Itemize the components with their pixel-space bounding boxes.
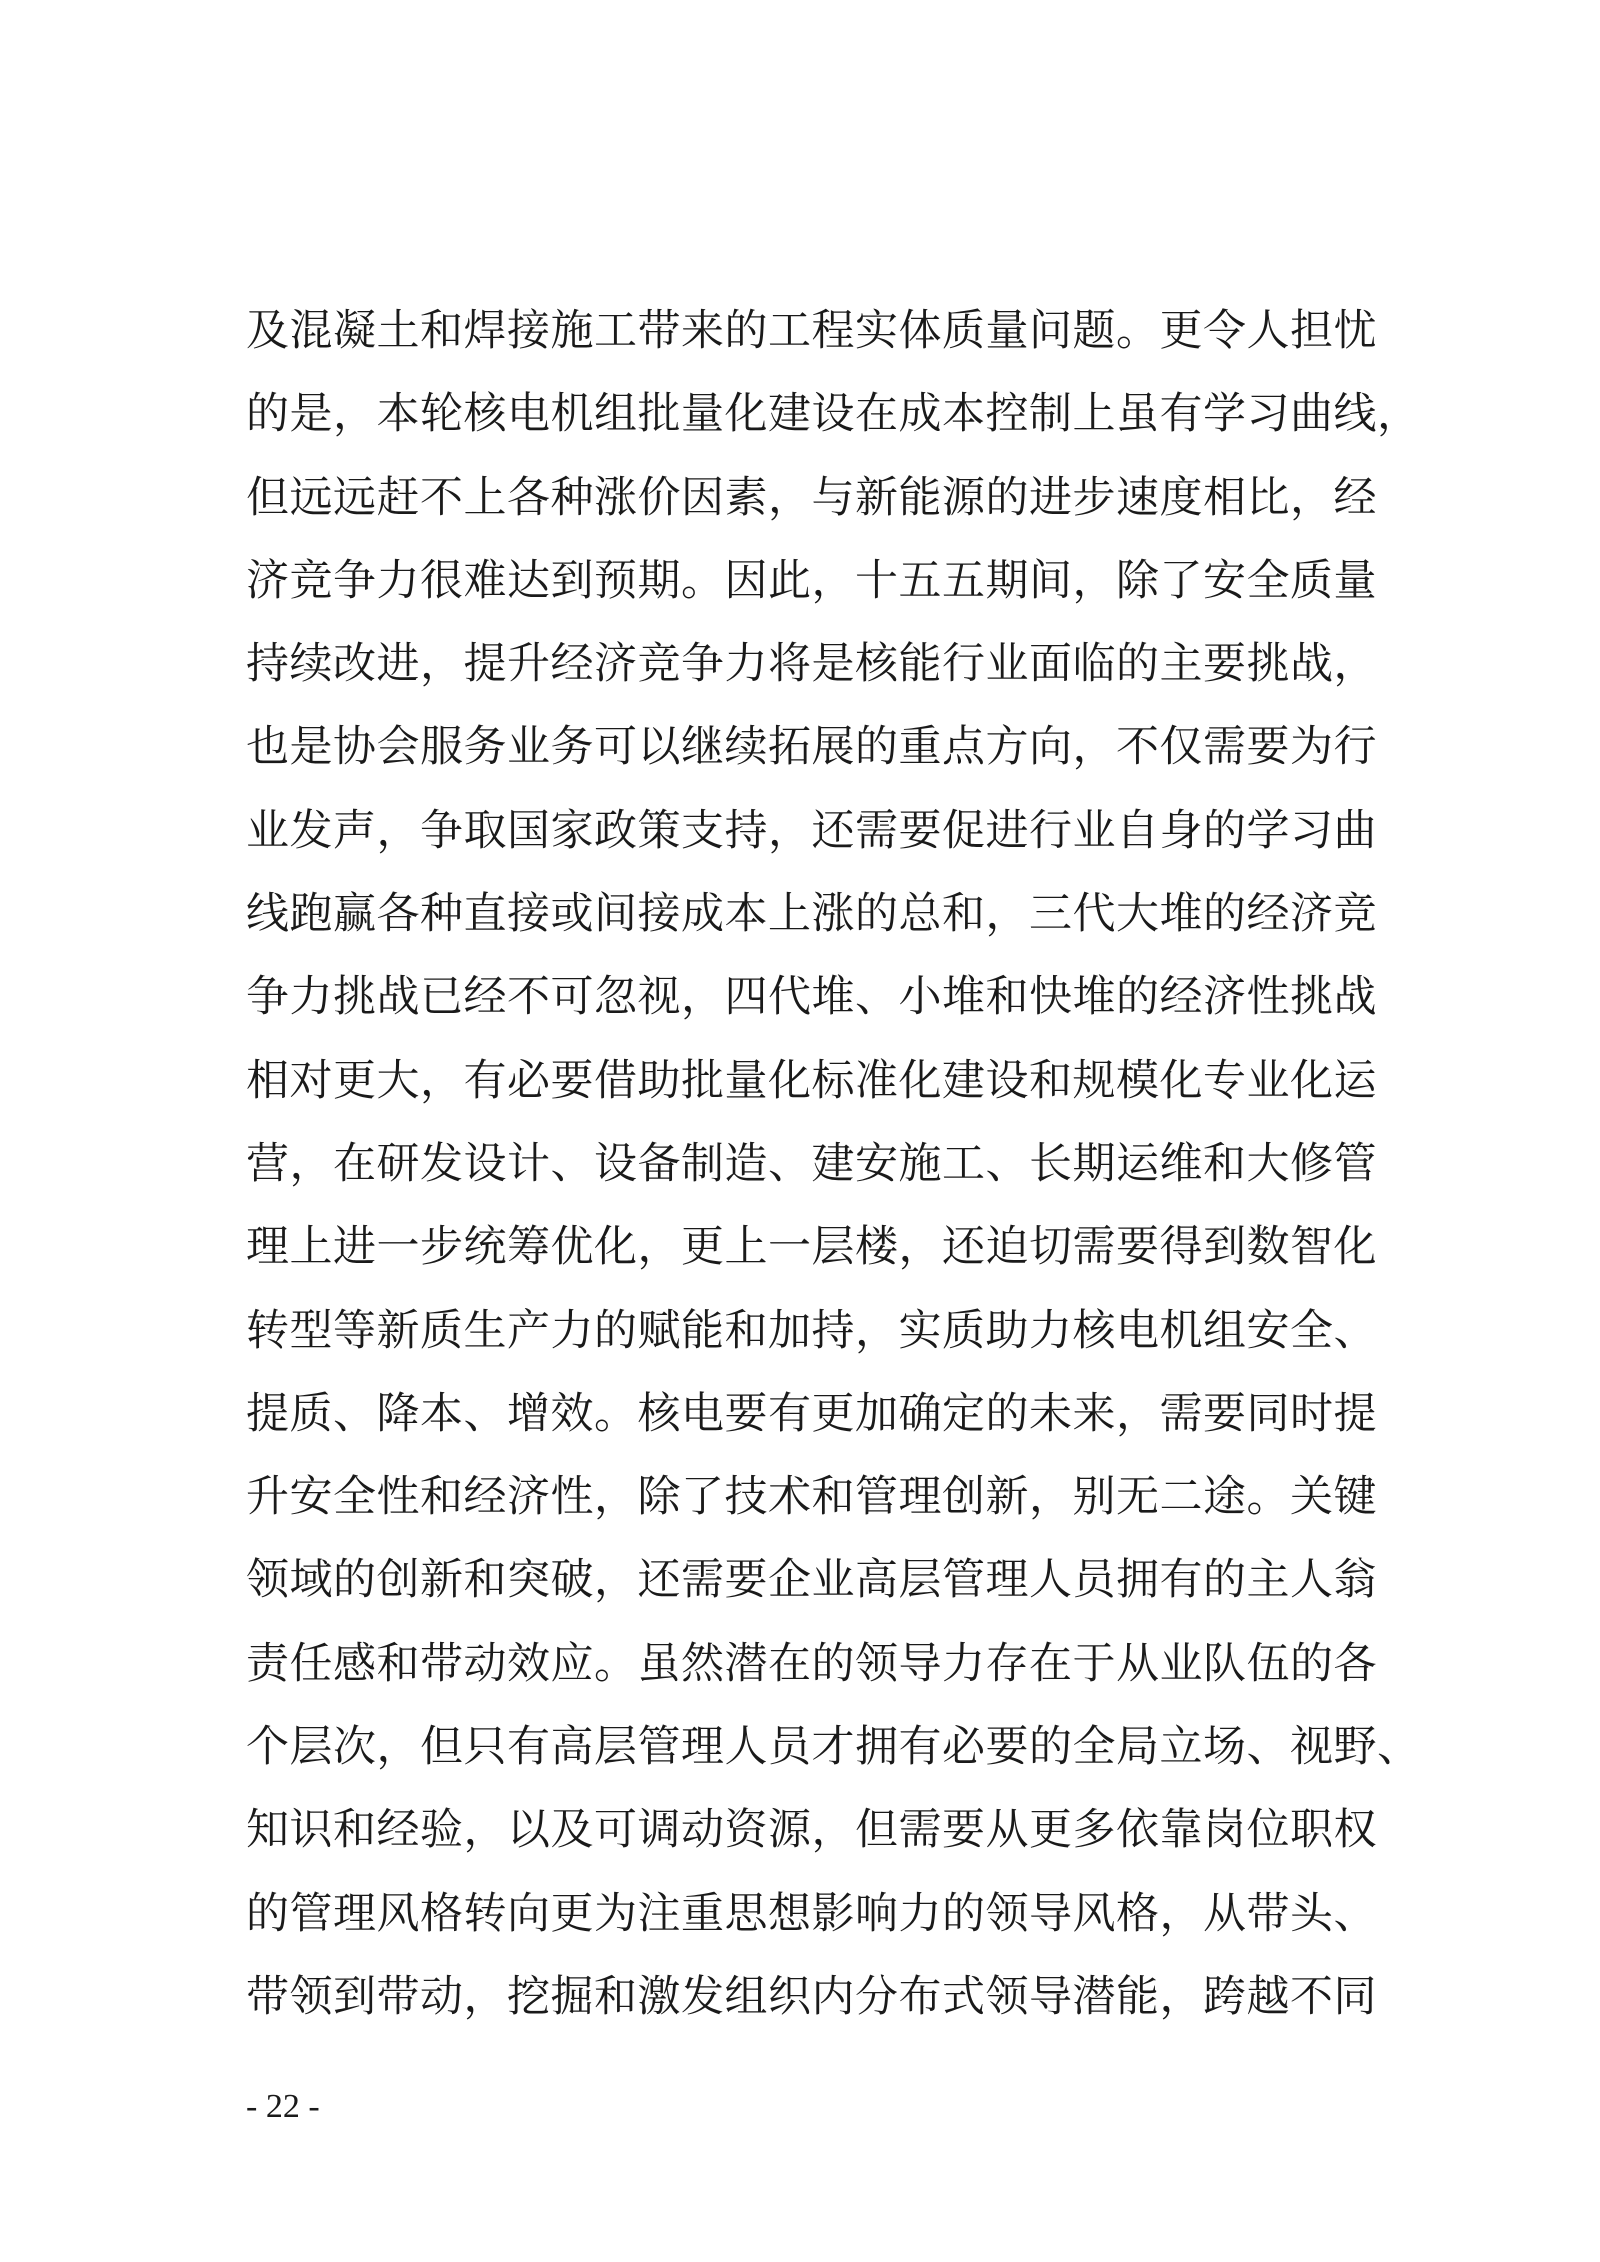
text-line: 相对更大，有必要借助批量化标准化建设和规模化专业化运 <box>246 1055 1377 1106</box>
text-line: 转型等新质生产力的赋能和加持，实质助力核电机组安全、 <box>246 1305 1377 1356</box>
text-line: 业发声，争取国家政策支持，还需要促进行业自身的学习曲 <box>246 805 1377 856</box>
text-line: 争力挑战已经不可忽视，四代堆、小堆和快堆的经济性挑战 <box>246 972 1377 1023</box>
text-line: 的是，本轮核电机组批量化建设在成本控制上虽有学习曲线， <box>246 389 1421 440</box>
text-line: 领域的创新和突破，还需要企业高层管理人员拥有的主人翁 <box>246 1555 1377 1606</box>
text-line: 升安全性和经济性，除了技术和管理创新，别无二途。关键 <box>246 1472 1377 1523</box>
text-line: 也是协会服务业务可以继续拓展的重点方向，不仅需要为行 <box>246 722 1377 773</box>
text-line: 责任感和带动效应。虽然潜在的领导力存在于从业队伍的各 <box>246 1638 1377 1689</box>
text-line: 知识和经验，以及可调动资源，但需要从更多依靠岗位职权 <box>246 1805 1377 1856</box>
text-line: 带领到带动，挖掘和激发组织内分布式领导潜能，跨越不同 <box>246 1971 1377 2022</box>
text-line: 理上进一步统筹优化，更上一层楼，还迫切需要得到数智化 <box>246 1222 1377 1273</box>
text-line: 持续改进，提升经济竞争力将是核能行业面临的主要挑战， <box>246 639 1377 690</box>
page-number: - 22 - <box>246 2088 320 2125</box>
text-line: 的管理风格转向更为注重思想影响力的领导风格，从带头、 <box>246 1888 1377 1939</box>
text-line: 但远远赶不上各种涨价因素，与新能源的进步速度相比，经 <box>246 472 1377 523</box>
text-line: 个层次，但只有高层管理人员才拥有必要的全局立场、视野、 <box>246 1722 1421 1773</box>
text-line: 济竞争力很难达到预期。因此，十五五期间，除了安全质量 <box>246 555 1377 606</box>
text-line: 线跑赢各种直接或间接成本上涨的总和，三代大堆的经济竞 <box>246 889 1377 940</box>
body-paragraph <box>246 290 1421 2039</box>
text-line: 提质、降本、增效。核电要有更加确定的未来，需要同时提 <box>246 1388 1377 1439</box>
text-line: 营，在研发设计、设备制造、建安施工、长期运维和大修管 <box>246 1138 1377 1189</box>
text-line: 及混凝土和焊接施工带来的工程实体质量问题。更令人担忧 <box>246 306 1377 356</box>
